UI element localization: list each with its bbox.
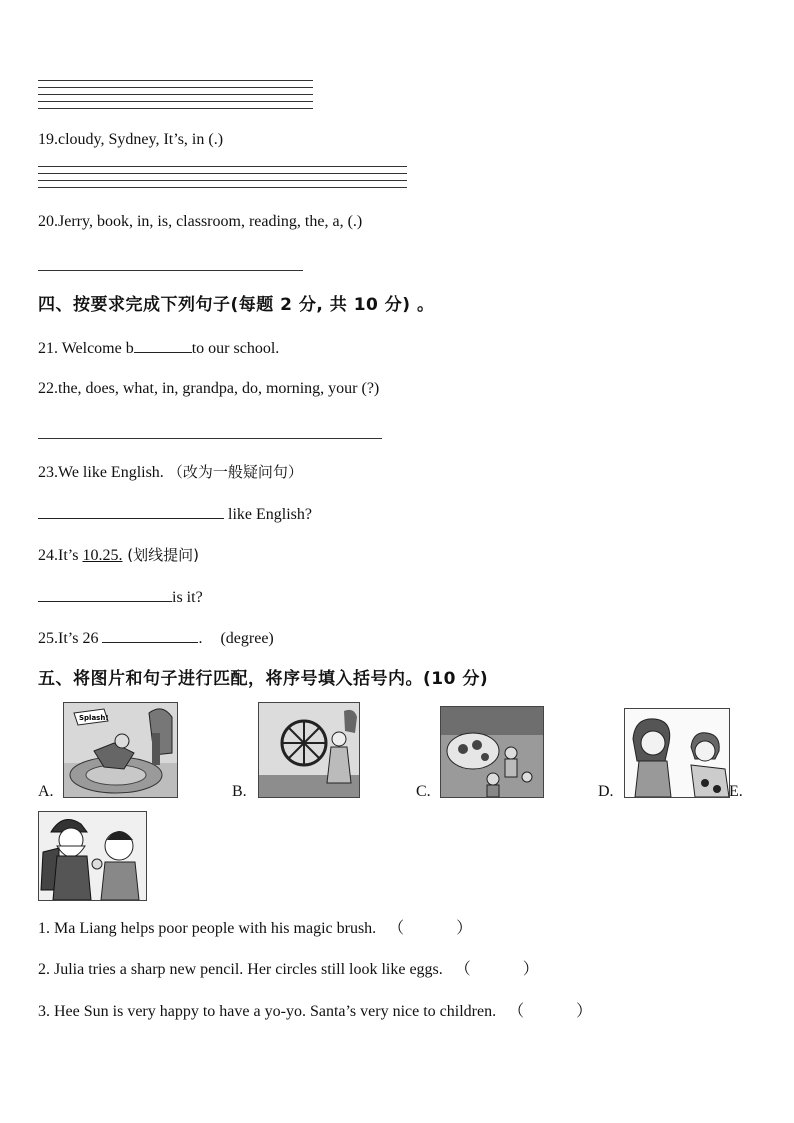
answer-line[interactable] <box>38 270 303 271</box>
sentence-1 <box>38 919 472 939</box>
ma-liang-illustration <box>259 703 359 797</box>
picture-c-label: C. <box>416 783 431 800</box>
picture-e-label: E. <box>729 783 743 800</box>
girls-illustration <box>625 709 729 797</box>
picture-a-label: A. <box>38 783 54 800</box>
question-24-answer-suffix: is it? <box>172 589 203 606</box>
question-24 <box>38 545 199 566</box>
question-23-answer <box>38 504 312 525</box>
picture-c-circles[interactable] <box>440 706 544 798</box>
circles-illustration <box>441 707 543 797</box>
picture-e-santa[interactable] <box>38 811 147 901</box>
question-23-text: 23.We like English. <box>38 464 164 481</box>
answer-blank[interactable] <box>102 628 198 643</box>
answer-line[interactable] <box>38 80 313 81</box>
answer-blank[interactable] <box>38 504 224 519</box>
picture-b-ma-liang[interactable] <box>258 702 360 798</box>
answer-paren-close: ） <box>456 920 473 937</box>
answer-line[interactable] <box>38 438 382 439</box>
question-21-prefix: 21. Welcome b <box>38 340 134 357</box>
question-24-prefix: 24.It’s <box>38 547 83 564</box>
question-23-instruction: （改为一般疑问句） <box>167 463 303 481</box>
answer-line[interactable] <box>38 94 313 95</box>
answer-paren-open: （ <box>508 1003 525 1020</box>
question-25 <box>38 628 274 649</box>
question-25-prefix: 25.It’s 26 <box>38 630 103 647</box>
answer-paren-close: ） <box>522 961 539 978</box>
section-5-title: 五、将图片和句子进行匹配，将序号填入括号内。(10 分) <box>38 669 489 689</box>
sentence-3 <box>38 1002 592 1022</box>
picture-d-label: D. <box>598 783 614 800</box>
question-25-suffix: . <box>198 630 203 647</box>
answer-line[interactable] <box>38 187 407 188</box>
question-19: 19.cloudy, Sydney, It’s, in (.) <box>38 131 224 148</box>
answer-line[interactable] <box>38 166 407 167</box>
answer-paren-open: （ <box>388 920 405 937</box>
answer-line[interactable] <box>38 101 313 102</box>
answer-blank[interactable] <box>38 587 172 602</box>
question-23 <box>38 462 303 483</box>
answer-paren-open: （ <box>454 961 471 978</box>
splash-text: Splash! <box>79 714 109 722</box>
question-23-answer-suffix: like English? <box>228 506 312 523</box>
picture-b-label: B. <box>232 783 247 800</box>
picture-a-splash[interactable] <box>63 702 178 798</box>
question-21-suffix: to our school. <box>191 340 280 357</box>
question-24-instruction: (划线提问) <box>122 546 199 564</box>
question-20: 20.Jerry, book, in, is, classroom, reading, the, a, (.) <box>38 213 363 230</box>
answer-blank[interactable] <box>134 338 192 353</box>
question-24-answer <box>38 587 203 608</box>
answer-line[interactable] <box>38 180 407 181</box>
picture-d-girls[interactable] <box>624 708 730 798</box>
question-24-underlined: 10.25. <box>82 547 123 564</box>
sentence-2-text: 2. Julia tries a sharp new pencil. Her circles still look like eggs. <box>38 961 443 978</box>
splash-illustration <box>64 703 177 797</box>
sentence-1-text: 1. Ma Liang helps poor people with his magic brush. <box>38 920 377 937</box>
question-25-hint: (degree) <box>220 630 274 647</box>
section-4-title: 四、按要求完成下列句子(每题 2 分, 共 10 分) 。 <box>38 295 435 315</box>
answer-line[interactable] <box>38 108 313 109</box>
santa-illustration <box>39 812 146 900</box>
question-21 <box>38 338 279 359</box>
answer-line[interactable] <box>38 87 313 88</box>
answer-line[interactable] <box>38 173 407 174</box>
answer-paren-close: ） <box>576 1003 593 1020</box>
sentence-3-text: 3. Hee Sun is very happy to have a yo-yo. Santa’s very nice to children. <box>38 1003 497 1020</box>
question-22: 22.the, does, what, in, grandpa, do, morning, your (?) <box>38 380 380 397</box>
sentence-2 <box>38 960 539 980</box>
